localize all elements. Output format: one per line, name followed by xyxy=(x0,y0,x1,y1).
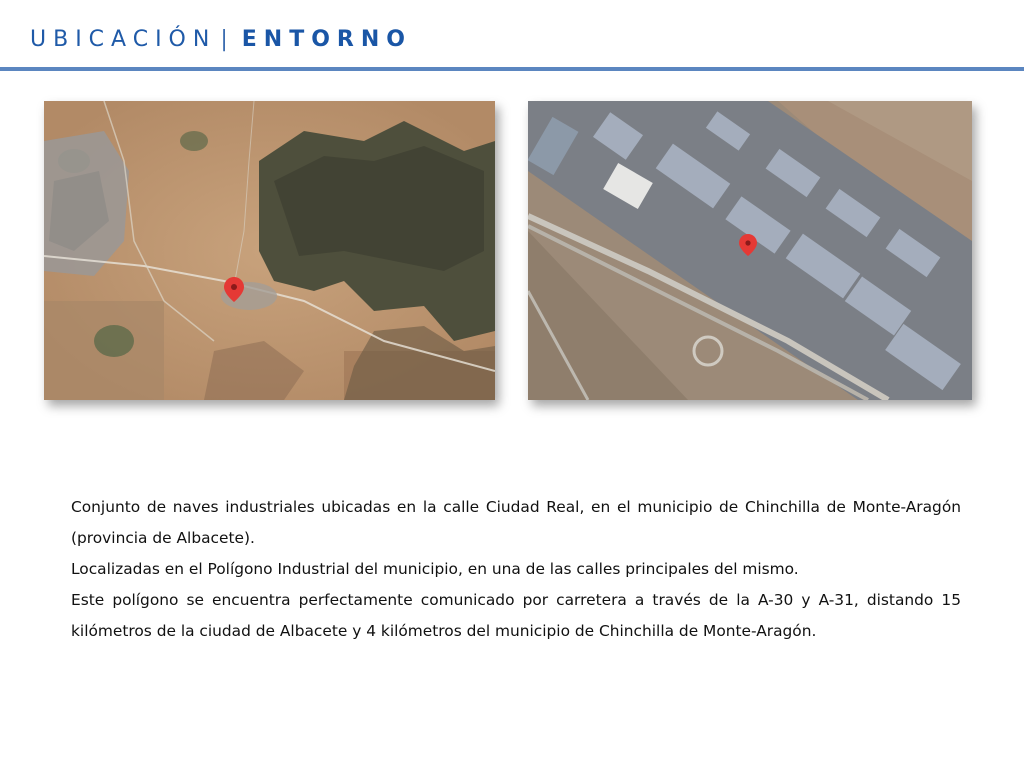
satellite-map-industrial-estate xyxy=(528,101,972,400)
title-separator: | xyxy=(220,27,228,52)
paragraph-communications: Este polígono se encuentra perfectamente comunicado por carretera a través de la A-30 y A-31, distando 15 kilómetros de la ciudad de Albacete y 4 kilómetros del municipio de Chinchilla de Monte-Aragón. xyxy=(71,591,961,640)
title-entorno: ENTORNO xyxy=(241,27,412,52)
title-ubicacion: UBICACIÓN xyxy=(30,27,217,52)
header-rule xyxy=(0,67,1024,71)
paragraph-location: Conjunto de naves industriales ubicadas en la calle Ciudad Real, en el municipio de Chinchilla de Monte-Aragón (provincia de Albacete). xyxy=(71,498,961,547)
page-title xyxy=(30,27,412,52)
paragraph-poligono: Localizadas en el Polígono Industrial del municipio, en una de las calles principales del mismo. xyxy=(71,560,799,578)
description-text xyxy=(71,492,961,647)
satellite-map-overview xyxy=(44,101,495,400)
